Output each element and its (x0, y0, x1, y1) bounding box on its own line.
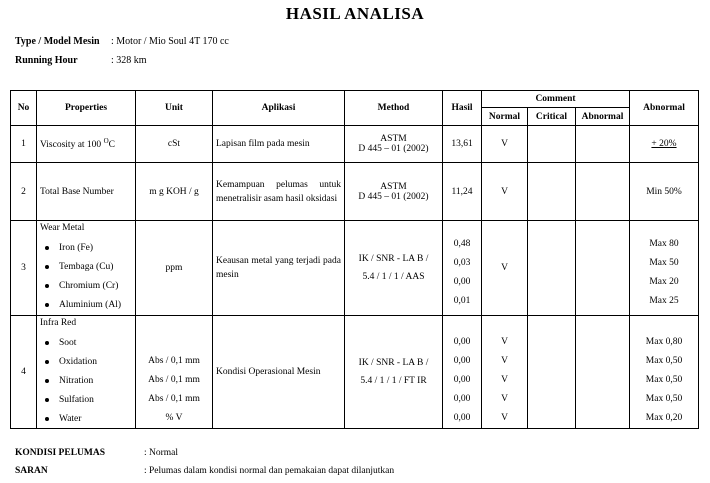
bullet-icon (45, 246, 49, 250)
row-hasil: 0,00 0,00 0,00 0,00 0,00 (443, 316, 482, 429)
row-abnormal: Min 50% (630, 163, 699, 221)
row-abnormal-comment (576, 163, 630, 221)
row-method: IK / SNR - LA B / 5.4 / 1 / 1 / AAS (345, 221, 443, 316)
row-property: Total Base Number (37, 163, 136, 221)
row-abnormal-comment (576, 126, 630, 163)
header-normal: Normal (482, 108, 528, 126)
bullet-icon (45, 417, 49, 421)
row-aplikasi: Keausan metal yang terjadi pada mesin (213, 221, 345, 316)
header-hasil: Hasil (443, 91, 482, 126)
running-hour-value: : 328 km (111, 55, 147, 66)
row-normal: V (482, 221, 528, 316)
row-critical (528, 126, 576, 163)
row-critical (528, 316, 576, 429)
type-value: : Motor / Mio Soul 4T 170 cc (111, 36, 229, 47)
kondisi-label: KONDISI PELUMAS (15, 448, 105, 458)
row-method: ASTM D 445 – 01 (2002) (345, 163, 443, 221)
bullet-icon (45, 265, 49, 269)
row-abnormal-comment (576, 316, 630, 429)
row-critical (528, 163, 576, 221)
row-aplikasi: Kondisi Operasional Mesin (213, 316, 345, 429)
header-method: Method (345, 91, 443, 126)
row-hasil: 13,61 (443, 126, 482, 163)
header-no: No (11, 91, 37, 126)
row-normal: V V V V V (482, 316, 528, 429)
row-method: ASTM D 445 – 01 (2002) (345, 126, 443, 163)
row-abnormal: + 20% (630, 126, 699, 163)
row-aplikasi: Kemampuan pelumas untuk menetralisir asam hasil oksidasi (213, 163, 345, 221)
row-normal: V (482, 126, 528, 163)
row-property: Infra Red Soot Oxidation Nitration Sulfation Water (37, 316, 136, 429)
bullet-icon (45, 284, 49, 288)
bullet-icon (45, 360, 49, 364)
row-unit: cSt (136, 126, 213, 163)
page-title: HASIL ANALISA (285, 4, 425, 23)
row-unit: Abs / 0,1 mm Abs / 0,1 mm Abs / 0,1 mm % V (136, 316, 213, 429)
header-comment: Comment (482, 91, 630, 108)
header-unit: Unit (136, 91, 213, 126)
bullet-icon (45, 398, 49, 402)
kondisi-value: : Normal (144, 448, 179, 458)
saran-label: SARAN (15, 466, 48, 476)
row-abnormal: Max 80 Max 50 Max 20 Max 25 (630, 221, 699, 316)
header-critical: Critical (528, 108, 576, 126)
saran-value: : Pelumas dalam kondisi normal dan pemakaian dapat dilanjutkan (144, 466, 395, 476)
header-abnormal-sub: Abnormal (576, 108, 630, 126)
header-abnormal: Abnormal (630, 91, 699, 126)
bullet-icon (45, 341, 49, 345)
row-no: 4 (11, 316, 37, 429)
row-unit: ppm (136, 221, 213, 316)
row-hasil: 0,48 0,03 0,00 0,01 (443, 221, 482, 316)
bullet-icon (45, 303, 49, 307)
row-method: IK / SNR - LA B / 5.4 / 1 / 1 / FT IR (345, 316, 443, 429)
row-abnormal: Max 0,80 Max 0,50 Max 0,50 Max 0,50 Max 0,20 (630, 316, 699, 429)
row-aplikasi: Lapisan film pada mesin (213, 126, 345, 163)
header-aplikasi: Aplikasi (213, 91, 345, 126)
row-hasil: 11,24 (443, 163, 482, 221)
header-properties: Properties (37, 91, 136, 126)
row-critical (528, 221, 576, 316)
row-normal: V (482, 163, 528, 221)
row-no: 3 (11, 221, 37, 316)
type-label: Type / Model Mesin (15, 36, 100, 47)
row-no: 2 (11, 163, 37, 221)
row-no: 1 (11, 126, 37, 163)
row-unit: m g KOH / g (136, 163, 213, 221)
bullet-icon (45, 379, 49, 383)
table-row (11, 163, 699, 221)
table-row (11, 126, 699, 163)
analysis-table (10, 90, 699, 429)
table-row (11, 221, 699, 316)
row-property: Wear Metal Iron (Fe) Tembaga (Cu) Chromium (Cr) Aluminium (Al) (37, 221, 136, 316)
running-hour-label: Running Hour (15, 55, 78, 66)
table-row (11, 316, 699, 429)
row-abnormal-comment (576, 221, 630, 316)
row-property: Viscosity at 100 $^O$C (37, 126, 136, 163)
